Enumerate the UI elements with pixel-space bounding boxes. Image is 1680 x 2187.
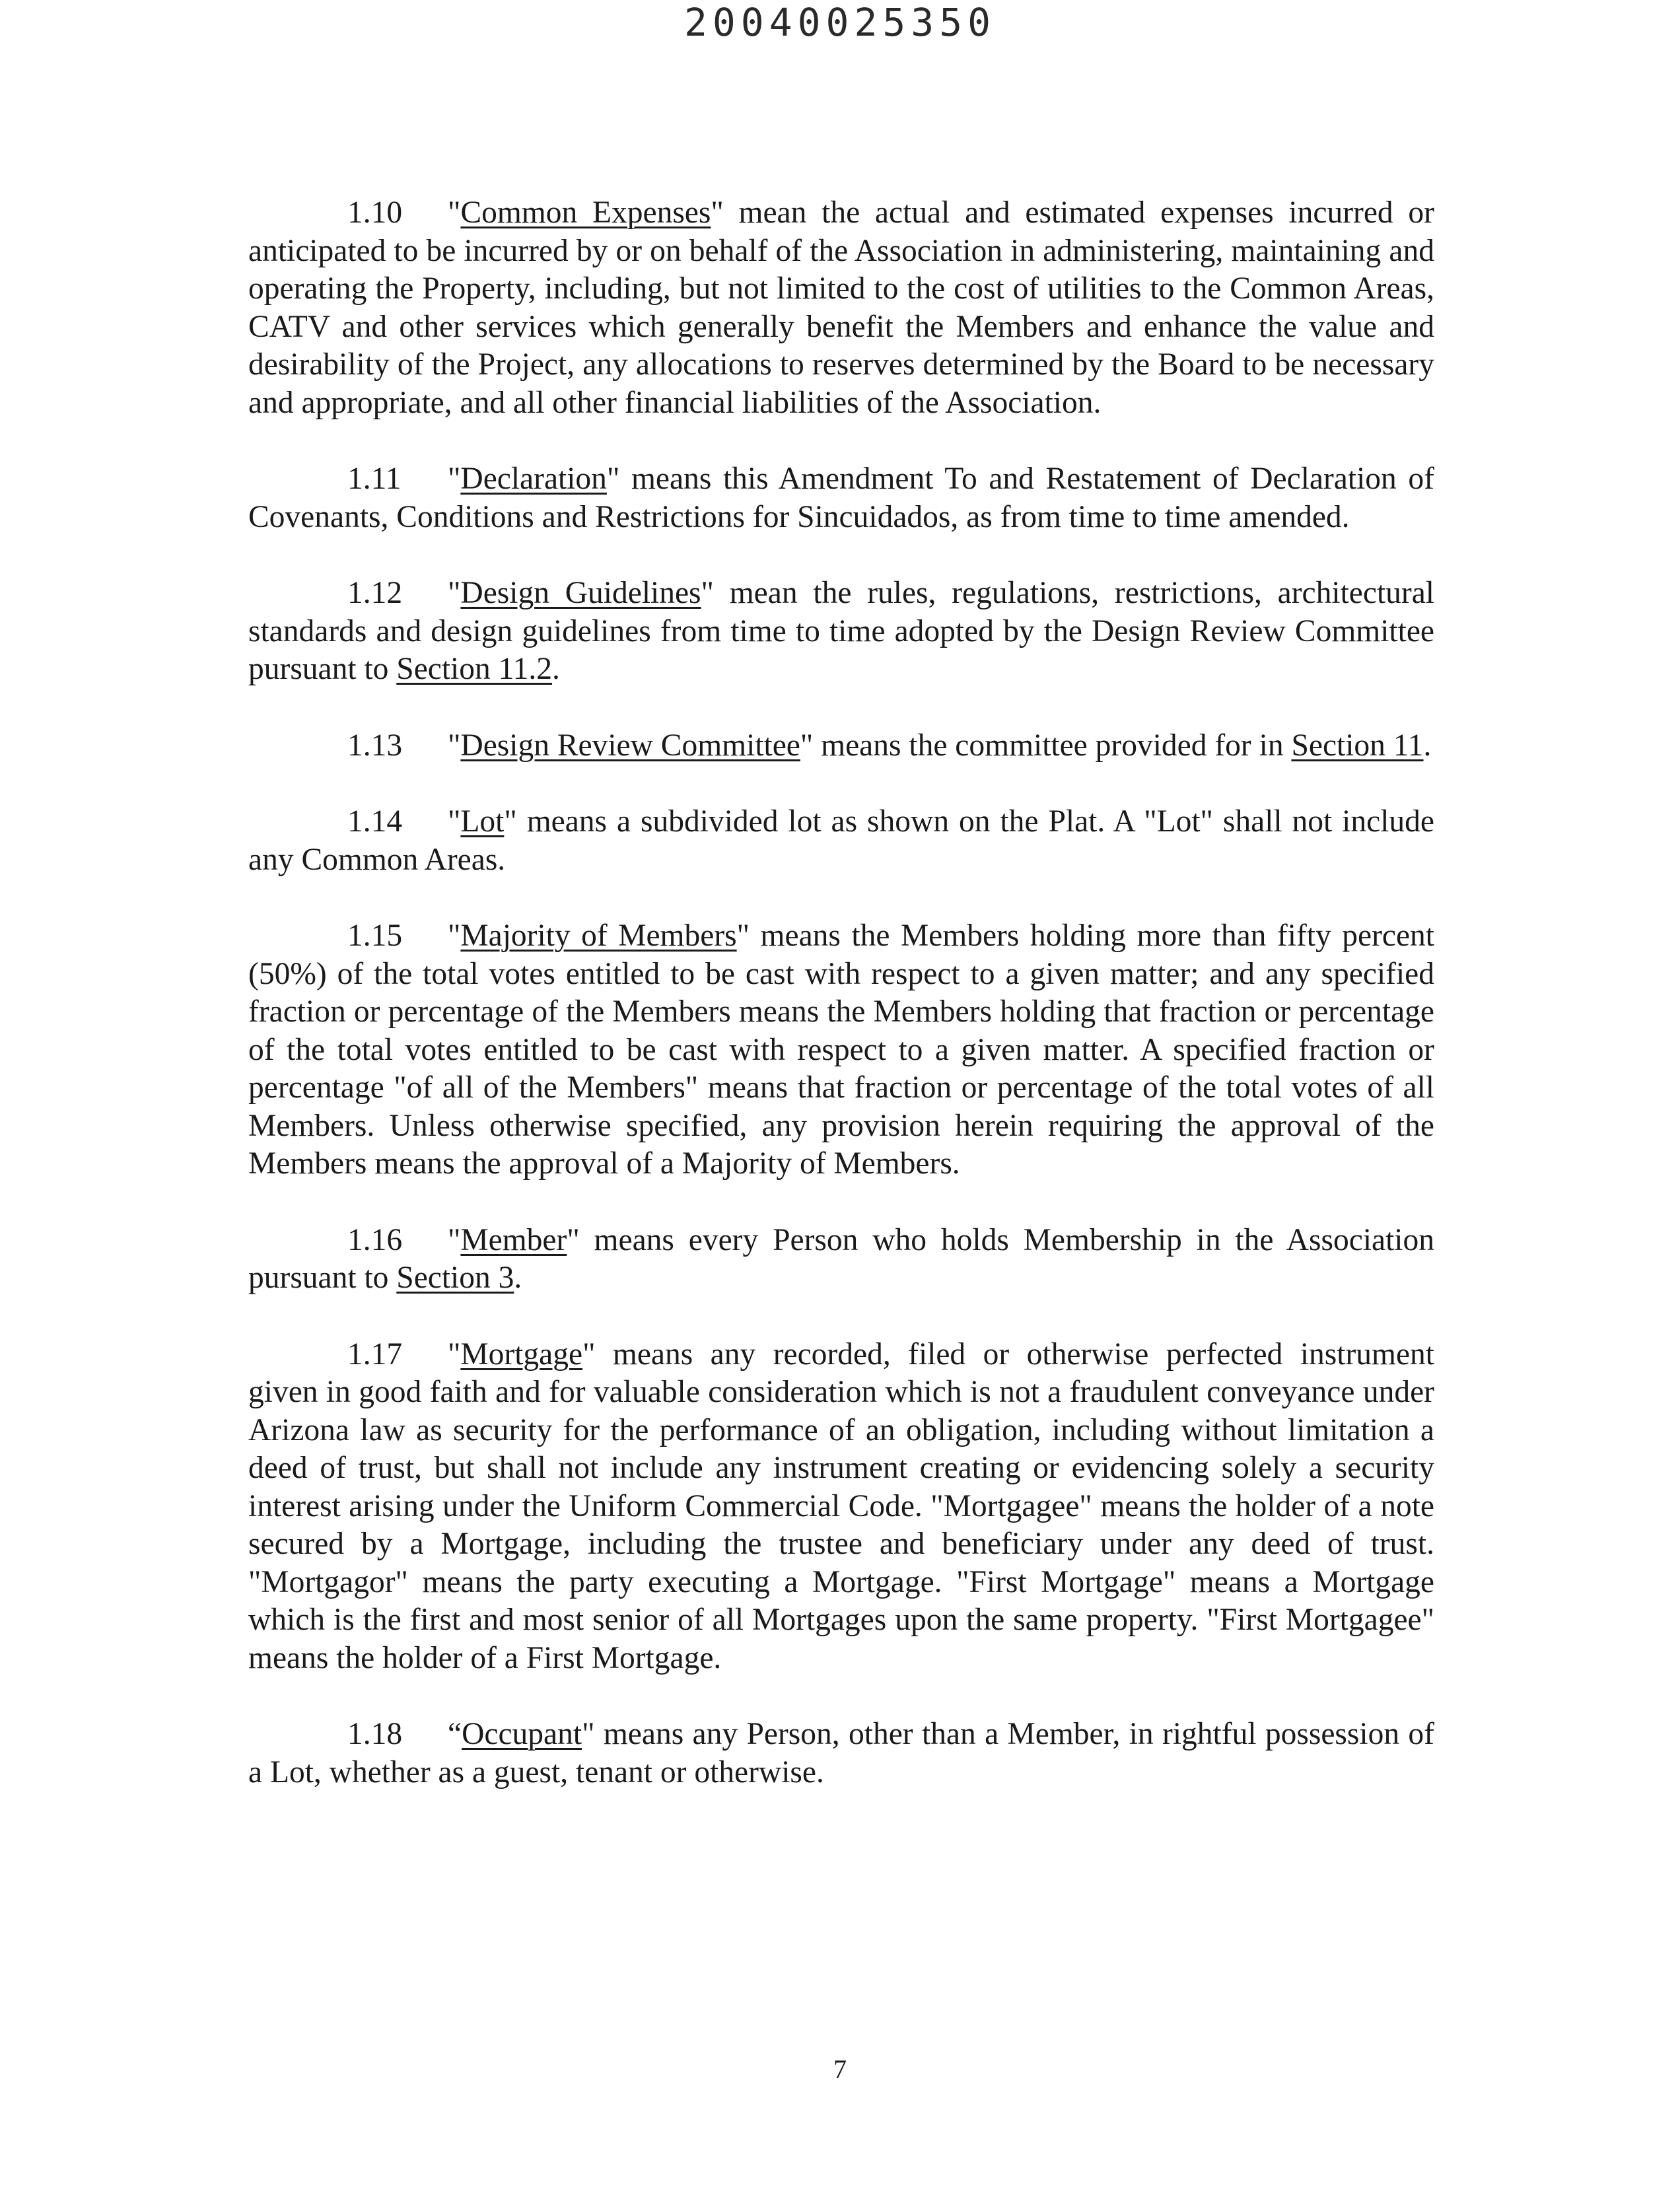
definition-paragraph: 1.18 “Occupant" means any Person, other than a Member, in rightful possession of a Lot, whether as a guest, tenant or otherwise. (248, 1717, 1434, 1789)
defined-term: Lot (460, 804, 505, 839)
definition-text-end: . (1423, 728, 1432, 763)
section-number: 1.11 (347, 462, 402, 496)
section-number: 1.13 (347, 728, 403, 763)
section-number: 1.10 (347, 195, 403, 230)
definition-paragraph: 1.13 "Design Review Committee" means the committee provided for in Section 11. (248, 727, 1434, 765)
document-number: 20040025350 (683, 0, 997, 45)
definition-text: mean the rules, regulations, restrictions, architectural standards and design guidelines from time to time adopted by the Design Review Committee pursuant to (248, 576, 1434, 686)
definition-paragraph: 1.15 "Majority of Members" means the Members holding more than fifty percent (50%) of the total votes entitled to be cast with respect to a given matter; and any specified fraction or percentage of the Members means the Members holding that fraction or percentage of the total votes entitled to be cast with respect to a given matter. A specified fraction or percentage "of all of the Members" means that fraction or percentage of the total votes of all Members. Unless otherwise specified, any provision herein requiring the approval of the Members means the approval of a Majority of Members. (248, 919, 1434, 1181)
defined-term: Declaration (460, 462, 607, 496)
page-number: 7 (833, 2054, 847, 2084)
definition-paragraph: 1.14 "Lot" means a subdivided lot as shown on the Plat. A "Lot" shall not include any Common Areas. (248, 804, 1434, 877)
definition-text-end: . (552, 652, 560, 686)
defined-term: Design Guidelines (460, 576, 701, 610)
definition-text: means the Members holding more than fifty percent (50%) of the total votes entitled to be cast with respect to a given matter; and any specified fraction or percentage of the Members means the Members holding that fraction or percentage of the total votes entitled to be cast with respect to a given matter. A specified fraction or percentage "of all of the Members" means that fraction or percentage of the total votes of all Members. Unless otherwise specified, any provision herein requiring the approval of the Members means the approval of a Majority of Members. (248, 919, 1434, 1181)
definition-text: means a subdivided lot as shown on the Plat. A "Lot" shall not include any Common Areas. (248, 804, 1434, 877)
section-number: 1.17 (347, 1336, 403, 1371)
definitions-section (248, 194, 1434, 1830)
section-number: 1.18 (347, 1717, 403, 1751)
definition-paragraph: 1.17 "Mortgage" means any recorded, filed or otherwise perfected instrument given in good faith and for valuable consideration which is not a fraudulent conveyance under Arizona law as security for the performance of an obligation, including without limitation a deed of trust, but shall not include any instrument creating or evidencing solely a security interest arising under the Uniform Commercial Code. "Mortgagee" means the holder of a note secured by a Mortgage, including the trustee and beneficiary under any deed of trust. "Mortgagor" means the party executing a Mortgage. "First Mortgage" means a Mortgage which is the first and most senior of all Mortgages upon the same property. "First Mortgagee" means the holder of a First Mortgage. (248, 1336, 1434, 1675)
defined-term: Majority of Members (460, 919, 737, 953)
section-number: 1.14 (347, 804, 403, 839)
definition-text: means every Person who holds Membership in the Association pursuant to (248, 1222, 1434, 1295)
section-reference: Section 11 (1291, 728, 1424, 763)
section-number: 1.16 (347, 1222, 403, 1257)
definition-text: means any Person, other than a Member, in rightful possession of a Lot, whether as a guest, tenant or otherwise. (248, 1717, 1434, 1789)
defined-term: Common Expenses (460, 195, 711, 230)
definition-paragraph: 1.12 "Design Guidelines" mean the rules, regulations, restrictions, architectural standards and design guidelines from time to time adopted by the Design Review Committee pursuant to Section 11.2. (248, 576, 1434, 686)
definition-text: mean the actual and estimated expenses incurred or anticipated to be incurred by or on behalf of the Association in administering, maintaining and operating the Property, including, but not limited to the cost of utilities to the Common Areas, CATV and other services which generally benefit the Members and enhance the value and desirability of the Project, any allocations to reserves determined by the Board to be necessary and appropriate, and all other financial liabilities of the Association. (248, 195, 1434, 420)
definition-text-end: . (514, 1261, 522, 1295)
defined-term: Mortgage (460, 1336, 583, 1371)
defined-term: Design Review Committee (460, 728, 800, 763)
defined-term: Occupant (462, 1717, 582, 1751)
definition-paragraph: 1.11 "Declaration" means this Amendment To and Restatement of Declaration of Covenants, Conditions and Restrictions for Sincuidados, as from time to time amended. (248, 462, 1434, 534)
definition-text: means the committee provided for in (813, 728, 1292, 763)
section-number: 1.12 (347, 576, 403, 610)
section-reference: Section 3 (396, 1261, 514, 1295)
section-reference: Section 11.2 (396, 652, 552, 686)
section-number: 1.15 (347, 919, 403, 953)
definition-paragraph: 1.10 "Common Expenses" mean the actual and estimated expenses incurred or anticipated to be incurred by or on behalf of the Association in administering, maintaining and operating the Property, including, but not limited to the cost of utilities to the Common Areas, CATV and other services which generally benefit the Members and enhance the value and desirability of the Project, any allocations to reserves determined by the Board to be necessary and appropriate, and all other financial liabilities of the Association. (248, 195, 1434, 420)
definition-paragraph: 1.16 "Member" means every Person who holds Membership in the Association pursuant to Section 3. (248, 1222, 1434, 1295)
defined-term: Member (460, 1222, 567, 1257)
definition-text: means any recorded, filed or otherwise perfected instrument given in good faith and for valuable consideration which is not a fraudulent conveyance under Arizona law as security for the performance of an obligation, including without limitation a deed of trust, but shall not include any instrument creating or evidencing solely a security interest arising under the Uniform Commercial Code. "Mortgagee" means the holder of a note secured by a Mortgage, including the trustee and beneficiary under any deed of trust. "Mortgagor" means the party executing a Mortgage. "First Mortgage" means a Mortgage which is the first and most senior of all Mortgages upon the same property. "First Mortgagee" means the holder of a First Mortgage. (248, 1336, 1434, 1675)
definition-text: means this Amendment To and Restatement of Declaration of Covenants, Conditions and Restrictions for Sincuidados, as from time to time amended. (248, 462, 1434, 534)
